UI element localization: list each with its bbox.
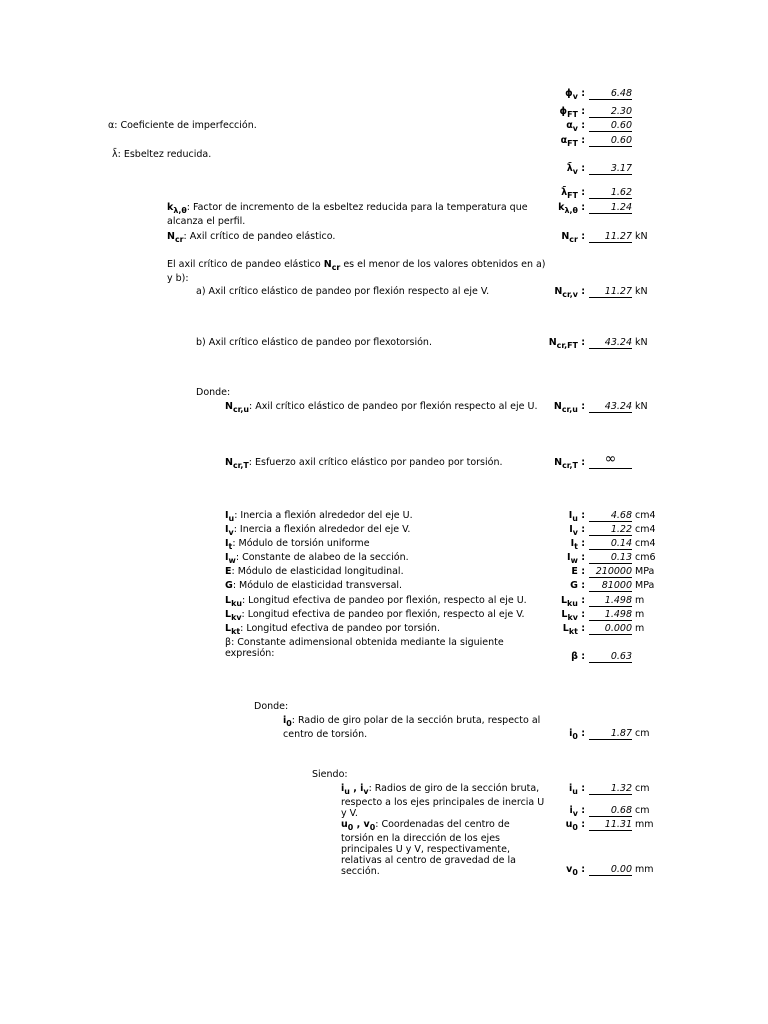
lku-unit: m [635, 595, 645, 606]
phi-ft-value: 2.30 [589, 106, 632, 118]
e-unit: MPa [635, 566, 655, 577]
lambda-v-symbol: $\lambdā_v$ : [566, 163, 585, 176]
iv-value: 1.22 [589, 524, 632, 536]
siendo-label: Siendo: [312, 769, 348, 780]
v0-symbol: $v_0$ : [566, 864, 585, 877]
lambda-definition: λ̄: Esbeltez reducida. [112, 149, 212, 160]
iv-radius-symbol: $i_v$ : [569, 805, 585, 818]
lkt-unit: m [635, 623, 645, 634]
i0-value: 1.87 [589, 728, 632, 740]
i0-unit: cm [635, 728, 650, 739]
lku-symbol: $L_{ku}$ : [560, 595, 585, 608]
alpha-v-symbol: $\alpha_v$ : [566, 120, 585, 133]
lkv-definition: $L_{kv}$: Longitud efectiva de pandeo por flexión, respecto al eje V. [225, 609, 525, 622]
e-definition: E: Módulo de elasticidad longitudinal. [225, 566, 404, 577]
beta-value: 0.63 [589, 651, 632, 663]
donde-label-1: Donde: [196, 387, 231, 398]
lku-value: 1.498 [589, 595, 632, 607]
donde-label-2: Donde: [254, 701, 289, 712]
alpha-definition: α: Coeficiente de imperfección. [108, 120, 257, 131]
ncr-v-definition: a) Axil crítico elástico de pandeo por flexión respecto al eje V. [196, 286, 490, 297]
lkt-definition: $L_{kt}$: Longitud efectiva de pandeo por torsión. [225, 623, 440, 636]
ncr-u-value: 43.24 [589, 401, 632, 413]
ncr-ft-unit: kN [635, 337, 648, 348]
alpha-ft-value: 0.60 [589, 135, 632, 147]
lkv-symbol: $L_{kv}$ : [561, 609, 585, 622]
it-value: 0.14 [589, 538, 632, 550]
it-symbol: $I_t$ : [570, 538, 585, 551]
iw-definition: $I_w$: Constante de alabeo de la sección. [225, 552, 409, 565]
iw-symbol: $I_w$ : [567, 552, 585, 565]
ncr-unit: kN [635, 231, 648, 242]
iu-iv-definition: $i_u$ , $i_v$: Radios de giro de la sección bruta, respecto a los ejes principales de inercia U y V. [341, 783, 545, 819]
ncr-v-symbol: $N_{cr,v}$ : [554, 286, 585, 299]
ncr-v-unit: kN [635, 286, 648, 297]
iu-symbol: $I_u$ : [568, 510, 585, 523]
it-unit: cm4 [635, 538, 656, 549]
g-unit: MPa [635, 580, 655, 591]
ncr-t-symbol: $N_{cr,T}$ : [554, 457, 585, 470]
alpha-v-value: 0.60 [589, 120, 632, 132]
iu-radius-value: 1.32 [589, 783, 632, 795]
ncr-intro: El axil crítico de pandeo elástico $N_{cr}$ es el menor de los valores obtenidos en a) y b): [167, 259, 546, 284]
i0-symbol: $i_0$ : [569, 728, 585, 741]
e-symbol: E : [571, 566, 585, 577]
ncr-ft-symbol: $N_{cr,FT}$ : [548, 337, 585, 350]
u0-v0-definition: $u_0$ , $v_0$: Coordenadas del centro de torsión en la dirección de los ejes principales U y V, respectivamente, relativas al centro de gravedad de la sección. [341, 819, 516, 877]
g-value: 81000 [589, 580, 632, 592]
v0-unit: mm [635, 864, 654, 875]
ncr-ft-definition: b) Axil crítico elástico de pandeo por flexotorsión. [196, 337, 432, 348]
iv-radius-value: 0.68 [589, 805, 632, 817]
ncr-u-symbol: $N_{cr,u}$ : [553, 401, 585, 414]
u0-symbol: $u_0$ : [565, 819, 585, 832]
iu-definition: $I_u$: Inercia a flexión alrededor del eje U. [225, 510, 413, 523]
iv-definition: $I_v$: Inercia a flexión alrededor del eje V. [225, 524, 411, 537]
iv-radius-unit: cm [635, 805, 650, 816]
lambda-ft-value: 1.62 [589, 187, 632, 199]
lkv-unit: m [635, 609, 645, 620]
infinity-value: ∞ [589, 454, 632, 469]
ncr-t-definition: $N_{cr,T}$: Esfuerzo axil crítico elástico por pandeo por torsión. [225, 457, 503, 470]
lkt-symbol: $L_{kt}$ : [562, 623, 585, 636]
lkt-value: 0.000 [589, 623, 632, 635]
iw-value: 0.13 [589, 552, 632, 564]
ncr-definition: $N_{cr}$: Axil crítico de pandeo elástico. [167, 231, 336, 244]
lambda-v-value: 3.17 [589, 163, 632, 175]
it-definition: $I_t$: Módulo de torsión uniforme [225, 538, 370, 551]
lku-definition: $L_{ku}$: Longitud efectiva de pandeo por flexión, respecto al eje U. [225, 595, 527, 608]
u0-value: 11.31 [589, 819, 632, 831]
iu-value: 4.68 [589, 510, 632, 522]
beta-definition: β: Constante adimensional obtenida mediante la siguiente expresión: [225, 637, 504, 659]
lambda-ft-symbol: $\lambdā_{FT}$ : [561, 187, 585, 200]
g-definition: G: Módulo de elasticidad transversal. [225, 580, 403, 591]
k-value: 1.24 [589, 202, 632, 214]
alpha-ft-symbol: $\alpha_{FT}$ : [560, 135, 585, 148]
ncr-v-value: 11.27 [589, 286, 632, 298]
ncr-symbol: $N_{cr}$ : [561, 231, 585, 244]
iu-unit: cm4 [635, 510, 656, 521]
phi-ft-symbol: $\phi_{FT}$ : [559, 106, 585, 119]
phi-v-value: 6.48 [589, 88, 632, 100]
e-value: 210000 [589, 566, 632, 578]
lkv-value: 1.498 [589, 609, 632, 621]
beta-symbol: β : [571, 651, 585, 662]
iv-unit: cm4 [635, 524, 656, 535]
iw-unit: cm6 [635, 552, 656, 563]
ncr-u-definition: $N_{cr,u}$: Axil crítico elástico de pandeo por flexión respecto al eje U. [225, 401, 538, 414]
phi-v-symbol: $\phi_v$ : [565, 88, 585, 101]
iu-radius-symbol: $i_u$ : [568, 783, 585, 796]
ncr-value: 11.27 [589, 231, 632, 243]
u0-unit: mm [635, 819, 654, 830]
g-symbol: G : [570, 580, 585, 591]
v0-value: 0.00 [589, 864, 632, 876]
ncr-ft-value: 43.24 [589, 337, 632, 349]
i0-definition: $i_0$: Radio de giro polar de la sección bruta, respecto al centro de torsión. [283, 715, 541, 740]
k-symbol: $k_{\lambda,\theta}$ : [558, 202, 585, 215]
k-definition: $k_{\lambda,\theta}$: Factor de incremento de la esbeltez reducida para la temperatura que alcanza el perfil. [167, 202, 528, 227]
iu-radius-unit: cm [635, 783, 650, 794]
ncr-u-unit: kN [635, 401, 648, 412]
iv-symbol: $I_v$ : [569, 524, 585, 537]
